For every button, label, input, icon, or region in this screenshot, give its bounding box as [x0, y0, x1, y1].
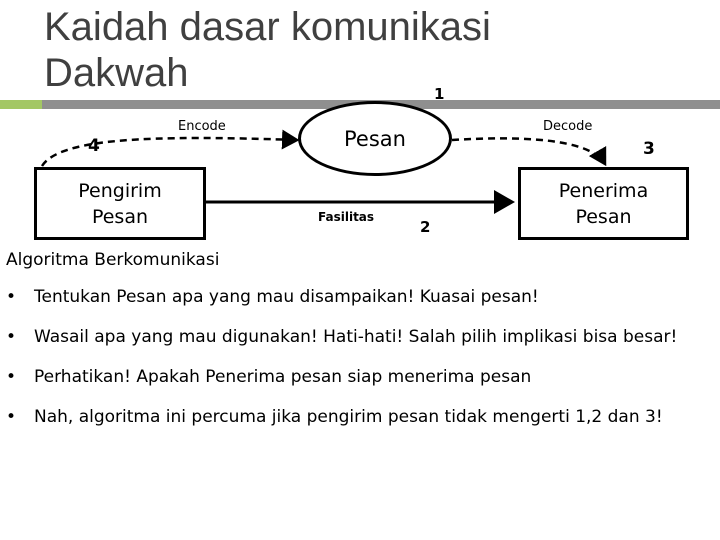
- list-item: [6, 286, 711, 309]
- decode-arrow: [452, 138, 605, 164]
- message-ellipse: [298, 101, 452, 176]
- sender-label-line-1: Pengirim: [78, 179, 162, 202]
- bullet-icon: •: [6, 367, 17, 387]
- encode-label: Encode: [178, 119, 226, 134]
- step-number-3: 3: [643, 139, 655, 159]
- list-item-text: Wasail apa yang mau digunakan! Hati-hati! Salah pilih implikasi bisa besar!: [34, 327, 678, 347]
- list-item: [6, 406, 711, 429]
- sender-box: [34, 167, 206, 240]
- step-number-1: 1: [434, 85, 445, 103]
- decode-label: Decode: [543, 119, 593, 134]
- step-number-2: 2: [420, 218, 431, 236]
- message-label: Pesan: [344, 126, 406, 151]
- title-line-2: Dakwah: [44, 51, 189, 95]
- bullet-icon: •: [6, 407, 17, 427]
- sender-label-line-2: Pesan: [91, 205, 149, 228]
- list-item-text: Tentukan Pesan apa yang mau disampaikan! Kuasai pesan!: [34, 287, 539, 307]
- list-item-text: Perhatikan! Apakah Penerima pesan siap menerima pesan: [34, 367, 532, 387]
- receiver-label-line-2: Pesan: [575, 205, 632, 228]
- algorithm-heading: Algoritma Berkomunikasi: [6, 250, 220, 270]
- title-line-1: Kaidah dasar komunikasi: [44, 5, 491, 49]
- encode-arrow: [42, 138, 297, 166]
- bullet-icon: •: [6, 287, 17, 307]
- list-item-text: Nah, algoritma ini percuma jika pengirim pesan tidak mengerti 1,2 dan 3!: [34, 407, 663, 427]
- receiver-box: [518, 167, 689, 240]
- list-item: [6, 366, 711, 389]
- receiver-label-line-1: Penerima: [558, 179, 649, 202]
- list-item: [6, 326, 711, 349]
- channel-label: Fasilitas: [318, 210, 375, 224]
- bullet-icon: •: [6, 327, 17, 347]
- step-number-4: 4: [88, 136, 100, 156]
- algorithm-list: [6, 286, 711, 446]
